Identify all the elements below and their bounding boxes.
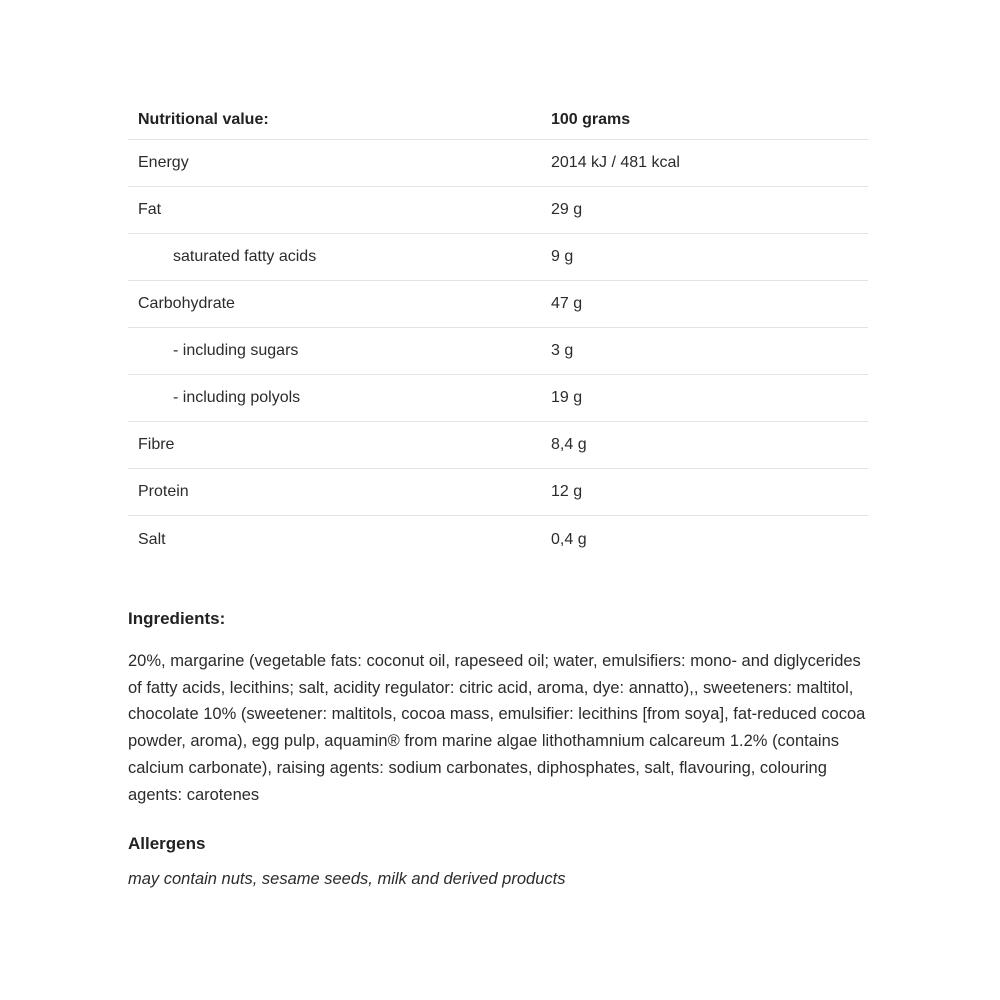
nutrition-table-header-label: Nutritional value: [138, 110, 269, 128]
nutrition-row-value: 47 g [551, 295, 583, 312]
ingredients-text: 20%, margarine (vegetable fats: coconut oil, rapeseed oil; water, emulsifiers: mono- and diglycerides of fatty acids, lecithins; salt, acidity regulator: citric acid, aroma, dye: annatto),, sweeteners: maltitol, chocolate 10% (sweetener: maltitols, cocoa mass, emulsifier: lecithins [from soya], fat-reduced cocoa powder, aroma), egg pulp, aquamin® from marine algae lithothamnium calcareum 1.2% (contains calcium carbonate), raising agents: sodium carbonates, diphosphates, salt, flavouring, colouring agents: carotenes [128, 652, 866, 804]
nutrition-row-label: Protein [138, 483, 189, 500]
nutrition-row-value: 2014 kJ / 481 kcal [551, 154, 680, 171]
nutrition-row-label: saturated fatty acids [173, 248, 317, 265]
allergens-heading: Allergens [128, 834, 206, 854]
nutrition-table-rows [128, 140, 868, 564]
nutrition-table-row [128, 422, 868, 469]
nutrition-row-value: 9 g [551, 248, 574, 265]
nutrition-row-value: 12 g [551, 483, 583, 500]
nutrition-table-row [128, 281, 868, 328]
nutrition-row-label: Salt [138, 531, 166, 548]
nutrition-table-header-row [128, 100, 868, 140]
nutrition-row-label: - including polyols [173, 389, 301, 406]
allergens-text: may contain nuts, sesame seeds, milk and derived products [128, 870, 566, 889]
nutrition-row-value: 3 g [551, 342, 574, 359]
nutrition-row-label: Carbohydrate [138, 295, 235, 312]
nutrition-table-row [128, 375, 868, 422]
nutrition-table-row [128, 187, 868, 234]
nutrition-table-row [128, 516, 868, 564]
nutrition-table-header-value: 100 grams [551, 110, 631, 128]
nutrition-row-label: Fat [138, 201, 162, 218]
nutrition-row-value: 0,4 g [551, 531, 587, 548]
nutrition-table [128, 100, 868, 564]
nutrition-row-label: Energy [138, 154, 189, 171]
product-details-section [128, 100, 868, 889]
nutrition-row-label: Fibre [138, 436, 175, 453]
nutrition-table-row [128, 469, 868, 516]
nutrition-row-value: 19 g [551, 389, 583, 406]
nutrition-row-label: - including sugars [173, 342, 299, 359]
ingredients-heading: Ingredients: [128, 609, 226, 628]
nutrition-table-row [128, 234, 868, 281]
nutrition-row-value: 29 g [551, 201, 583, 218]
nutrition-table-row [128, 328, 868, 375]
nutrition-table-row [128, 140, 868, 187]
nutrition-row-value: 8,4 g [551, 436, 587, 453]
